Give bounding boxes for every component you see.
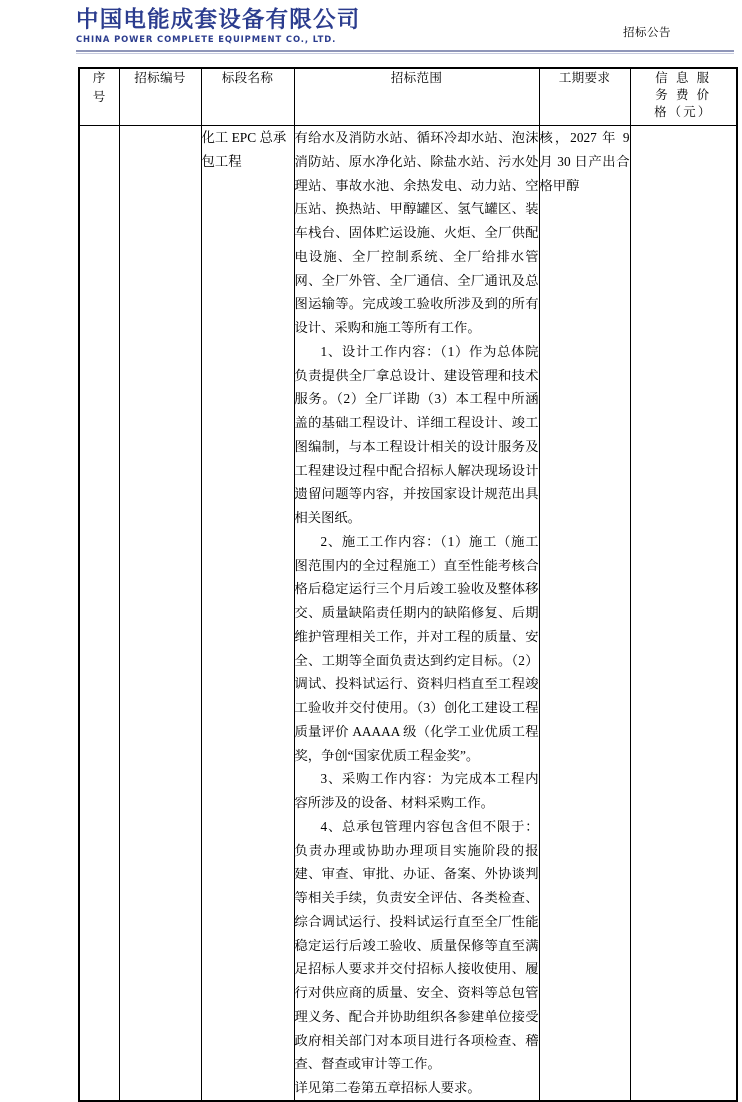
cell-section-name: 化工 EPC 总承包工程 <box>201 126 294 1101</box>
column-header-info-fee-line1: 信 息 服 <box>655 70 712 85</box>
company-logo-chinese: 中国电能成套设备有限公司 <box>76 7 361 33</box>
scope-paragraph: 2、施工工作内容：（1）施工（施工图范围内的全过程施工）直至性能考核合格后稳定运行三个月后竣工验收及整体移交、质量缺陷责任期内的缺陷修复、后期维护管理相关工作，并对工程的质量、安全、工期等全面负责达到约定目标。（2）调试、投料试运行、资料归档直至工程竣工验收并交付使用。（3）创化工建设工程质量评价 AAAAA 级（化学工业优质工程奖，争创“国家优质工程金奖”。 <box>294 533 539 763</box>
column-header-bid-scope: 招标范围 <box>294 68 539 126</box>
column-header-sequence-line2: 号 <box>92 88 106 104</box>
scope-paragraph: 3、采购工作内容：为完成本工程内容所涉及的设备、材料采购工作。 <box>294 771 539 810</box>
scope-paragraph: 有给水及消防水站、循环冷却水站、泡沫消防站、原水净化站、除盐水站、污水处理站、事故水池、余热发电、动力站、空压站、换热站、甲醇罐区、氢气罐区、装车栈台、固体贮运设施、火炬、全厂供配电设施、全厂控制系统、全厂给排水管网、全厂外管、全厂通信、全厂通讯及总图运输等。完成竣工验收所涉及到的所有设计、采购和施工等所有工作。 <box>294 130 539 335</box>
table-header-row <box>79 68 737 126</box>
column-header-sequence <box>79 68 119 126</box>
bid-announcement-table <box>78 67 738 1102</box>
table-row <box>79 126 737 1101</box>
scope-paragraph: 详见第二卷第五章招标人要求。 <box>294 1080 481 1095</box>
column-header-info-service-fee <box>630 68 737 126</box>
cell-schedule-requirement: 核，2027 年 9 月 30 日产出合格甲醇 <box>539 126 630 1101</box>
company-logo-english: CHINA POWER COMPLETE EQUIPMENT CO., LTD. <box>76 33 337 44</box>
cell-bid-number <box>119 126 201 1101</box>
column-header-sequence-line1: 序 <box>92 70 106 85</box>
column-header-info-fee-line3: 格（元） <box>654 104 713 120</box>
document-title: 招标公告 <box>623 25 671 39</box>
header-divider <box>76 50 734 52</box>
table-body <box>79 126 737 1101</box>
scope-paragraph: 4、总承包管理内容包含但不限于：负责办理或协助办理项目实施阶段的报建、审查、审批、办证、备案、外协谈判等相关手续，负责安全评估、各类检查、综合调试运行、投料试运行直至全厂性能稳定运行后竣工验收、质量保修等直至满足招标人要求并交付招标人接收使用、履行对供应商的质量、安全、资料等总包管理义务、配合并协助组织各参建单位接受政府相关部门对本项目进行各项检查、稽查、督查或审计等工作。 <box>294 818 539 1072</box>
header-inner <box>0 0 742 52</box>
page-header <box>0 0 742 60</box>
table-header-row-group <box>79 68 737 126</box>
header-divider-secondary <box>76 53 734 54</box>
cell-bid-scope <box>294 126 539 1101</box>
cell-info-service-fee <box>630 126 737 1101</box>
company-logo <box>76 9 360 43</box>
column-header-schedule-requirement: 工期要求 <box>539 68 630 126</box>
column-header-info-fee-line2: 务 费 价 <box>655 87 712 103</box>
column-header-bid-number: 招标编号 <box>119 68 201 126</box>
bid-table-container <box>78 67 738 1102</box>
cell-sequence <box>79 126 119 1101</box>
column-header-section-name: 标段名称 <box>201 68 294 126</box>
scope-paragraph: 1、设计工作内容：（1）作为总体院负责提供全厂拿总设计、建设管理和技术服务。（2）全厂详勘（3）本工程中所涵盖的基础工程设计、详细工程设计、竣工图编制，与本工程设计相关的设计服务及工程建设过程中配合招标人解决现场设计遗留问题等内容，并按国家设计规范出具相关图纸。 <box>294 343 539 525</box>
